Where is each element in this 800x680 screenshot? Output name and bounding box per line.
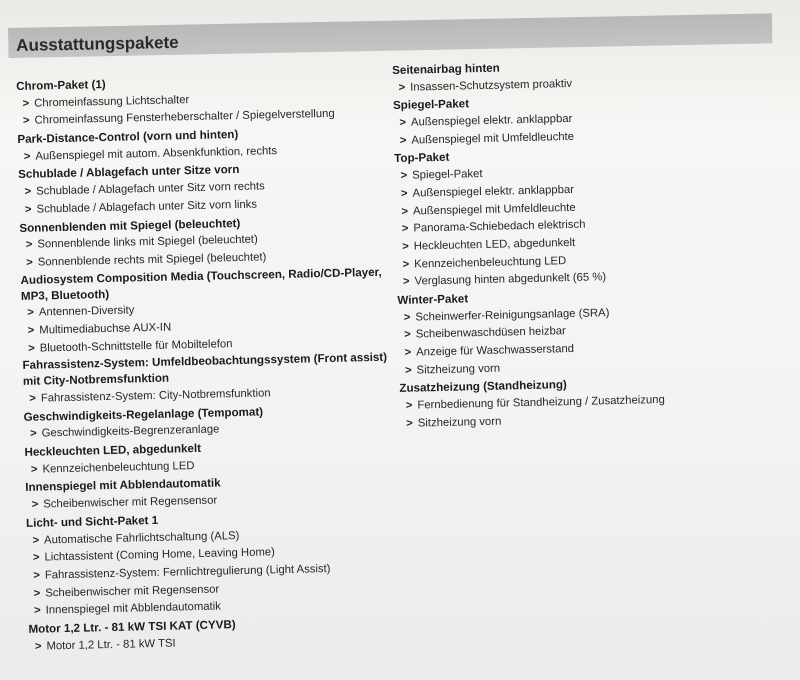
package-heading: Motor 1,2 Ltr. - 81 kW TSI KAT (CYVB) (28, 618, 236, 636)
item-marker: > (399, 134, 407, 147)
item-marker: > (404, 346, 412, 359)
item-text: Scheibenwaschdüsen heizbar (415, 325, 567, 341)
item-text: Kennzeichenbeleuchtung LED (42, 459, 195, 476)
page-title: Ausstattungspakete (16, 32, 179, 55)
item-marker: > (402, 275, 410, 289)
package-heading: Sonnenblenden mit Spiegel (beleuchtet) (19, 216, 241, 235)
package-heading: Innenspiegel mit Abblendautomatik (25, 476, 221, 495)
item-text: Chromeinfassung Fensterheberschalter / Spiegelverstellung (34, 108, 335, 127)
package-heading: Zusatzheizung (Standheizung) (399, 378, 567, 396)
item-text: Schublade / Ablagefach unter Sitz vorn rechts (36, 180, 265, 198)
item-text: Antennen-Diversity (38, 304, 135, 319)
package-heading: Seitenairbag hinten (392, 61, 500, 77)
package-heading: mit City-Notbremsfunktion (22, 371, 170, 389)
item-text: Geschwindigkeits-Begrenzeranlage (41, 423, 220, 440)
item-marker: > (402, 258, 410, 271)
item-text: Fernbedienung für Standheizung / Zusatzheizung (417, 393, 665, 412)
item-text: Außenspiegel mit autom. Absenkfunktion, rechts (35, 144, 278, 163)
item-text: Innenspiegel mit Abblendautomatik (45, 600, 222, 617)
item-marker: > (25, 238, 33, 252)
item-text: Multimediabuchse AUX-IN (39, 321, 172, 337)
item-marker: > (26, 256, 33, 269)
item-marker: > (23, 150, 31, 163)
item-marker: > (33, 569, 41, 582)
item-marker: > (28, 342, 35, 355)
item-text: Außenspiegel elektr. anklappbar (412, 183, 575, 200)
item-text: Scheibenwischer mit Regensensor (45, 583, 220, 600)
item-marker: > (404, 328, 411, 342)
item-text: Außenspiegel elektr. anklappbar (410, 112, 573, 129)
item-marker: > (401, 222, 409, 236)
item-marker: > (31, 498, 39, 511)
item-marker: > (34, 640, 42, 653)
item-text: Außenspiegel mit Umfeldleuchte (412, 201, 576, 218)
package-heading: Schublade / Ablagefach unter Sitze vorn (18, 163, 240, 182)
item-text: Bluetooth-Schnittstelle für Mobiltelefon (39, 337, 233, 355)
item-text: Lichtassistent (Coming Home, Leaving Home) (44, 546, 276, 564)
item-marker: > (32, 551, 40, 564)
item-text: Insassen-Schutzsystem proaktiv (410, 77, 573, 94)
package-heading: Winter-Paket (397, 292, 469, 307)
item-marker: > (27, 306, 35, 320)
item-text: Chromeinfassung Lichtschalter (34, 93, 190, 110)
item-text: Fahrassistenz-System: Fernlichtregulierung (Light Assist) (44, 562, 331, 582)
item-marker: > (29, 427, 37, 441)
item-marker: > (400, 169, 408, 182)
package-heading: Heckleuchten LED, abgedunkelt (24, 441, 202, 459)
item-marker: > (32, 534, 40, 547)
item-text: Spiegel-Paket (412, 168, 483, 182)
item-text: Heckleuchten LED, abgedunkelt (413, 236, 576, 253)
item-text: Kennzeichenbeleuchtung LED (414, 254, 567, 271)
package-heading: Audiosystem Composition Media (Touchscreen, Radio/CD-Player, (20, 265, 382, 287)
item-text: Sitzheizung vorn (417, 415, 502, 430)
item-marker: > (405, 399, 413, 412)
item-text: Scheibenwischer mit Regensensor (43, 494, 218, 511)
item-marker: > (24, 203, 32, 216)
item-text: Anzeige für Waschwasserstand (416, 342, 575, 359)
item-text: Schublade / Ablagefach unter Sitz vorn links (36, 198, 258, 216)
item-marker: > (22, 97, 30, 110)
right-column (392, 56, 665, 433)
item-text: Verglasung hinten abgedunkelt (65 %) (414, 271, 607, 288)
package-heading: Licht- und Sicht-Paket 1 (25, 513, 159, 530)
package-heading: Top-Paket (394, 151, 450, 166)
package-heading: Park-Distance-Control (vorn und hinten) (17, 128, 239, 147)
item-text: Sonnenblende links mit Spiegel (beleuchtet) (37, 233, 258, 251)
package-heading: Fahrassistenz-System: Umfeldbeobachtungssystem (Front assist) (22, 350, 388, 373)
item-marker: > (403, 311, 411, 324)
item-marker: > (400, 187, 408, 200)
item-text: Motor 1,2 Ltr. - 81 kW TSI (46, 637, 176, 653)
package-heading: Geschwindigkeits-Regelanlage (Tempomat) (23, 405, 264, 424)
item-marker: > (29, 392, 37, 405)
item-marker: > (399, 116, 407, 129)
item-marker: > (401, 205, 409, 218)
item-marker: > (404, 364, 412, 377)
item-marker: > (22, 115, 30, 128)
item-text: Scheinwerfer-Reinigungsanlage (SRA) (415, 306, 610, 324)
left-column (16, 70, 394, 656)
item-text: Panorama-Schiebedach elektrisch (413, 218, 586, 235)
item-marker: > (30, 463, 38, 476)
item-text: Sitzheizung vorn (416, 362, 501, 377)
package-heading: MP3, Bluetooth) (20, 287, 110, 303)
item-text: Automatische Fahrlichtschaltung (ALS) (43, 529, 240, 546)
item-text: Außenspiegel mit Umfeldleuchte (411, 130, 575, 147)
package-heading: Chrom-Paket (1) (16, 77, 106, 93)
item-marker: > (406, 417, 413, 430)
item-marker: > (27, 324, 35, 337)
item-marker: > (402, 240, 409, 253)
item-marker: > (33, 587, 41, 600)
item-text: Fahrassistenz-System: City-Notbremsfunktion (40, 387, 271, 405)
item-marker: > (398, 81, 406, 94)
package-heading: Spiegel-Paket (392, 97, 470, 113)
item-text: Sonnenblende rechts mit Spiegel (beleuchtet) (37, 251, 267, 269)
item-marker: > (33, 604, 41, 617)
item-marker: > (24, 185, 32, 198)
